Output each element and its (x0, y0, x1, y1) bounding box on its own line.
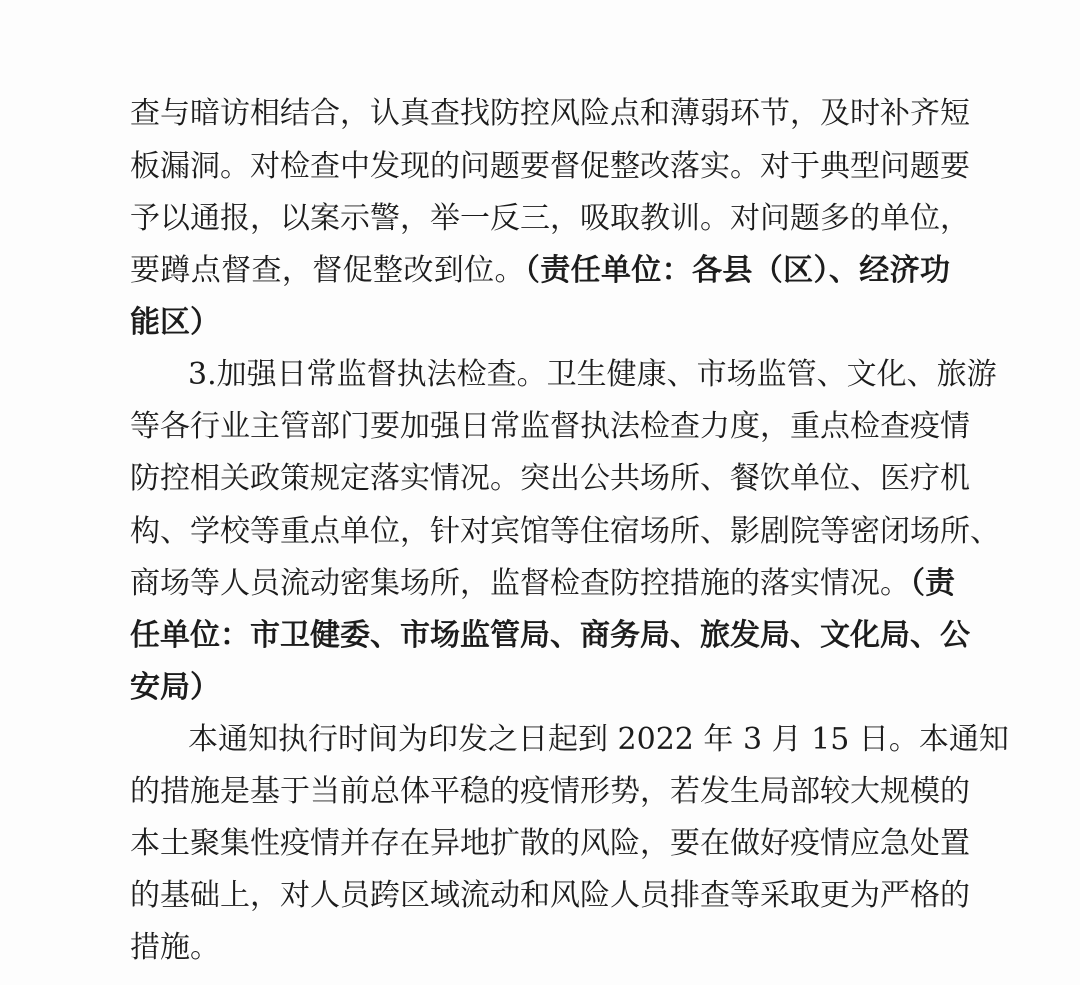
text-plain: 措施。 (130, 930, 220, 965)
text-plain: 商场等人员流动密集场所，监督检查防控措施的落实情况。 (130, 566, 910, 601)
text-plain: 防控相关政策规定落实情况。突出公共场所、餐饮单位、医疗机 (130, 461, 970, 496)
text-plain: 板漏洞。对检查中发现的问题要督促整改落实。对于典型问题要 (130, 149, 970, 184)
text-line (130, 928, 950, 968)
text-plain: 3.加强日常监督执法检查。卫生健康、市场监管、文化、旅游 (188, 357, 997, 392)
text-line (130, 303, 950, 343)
responsibility-text: 安局） (130, 670, 220, 705)
text-plain: 查与暗访相结合，认真查找防控风险点和薄弱环节，及时补齐短 (130, 96, 970, 131)
responsibility-text: 能区） (130, 305, 220, 340)
text-plain: 的基础上，对人员跨区域流动和风险人员排查等采取更为严格的 (130, 878, 970, 913)
text-line (130, 407, 970, 447)
text-line (188, 355, 997, 395)
text-line (130, 94, 970, 134)
text-line (130, 668, 950, 708)
text-line (130, 251, 950, 291)
text-line (188, 720, 1009, 760)
text-line (130, 772, 970, 812)
responsibility-text: （责 (910, 566, 955, 601)
text-line (130, 824, 970, 864)
responsibility-text: （责任单位：各县（区）、经济功 (524, 253, 951, 288)
text-line (130, 616, 970, 656)
text-plain: 要蹲点督查，督促整改到位。 (130, 253, 525, 288)
responsibility-text: 任单位：市卫健委、市场监管局、商务局、旅发局、文化局、公 (130, 618, 970, 653)
text-line (130, 876, 970, 916)
text-line (130, 564, 955, 604)
text-plain: 等各行业主管部门要加强日常监督执法检查力度，重点检查疫情 (130, 409, 970, 444)
text-line (130, 199, 970, 239)
text-plain: 本土聚集性疫情并存在异地扩散的风险，要在做好疫情应急处置 (130, 826, 970, 861)
text-plain: 本通知执行时间为印发之日起到 2022 年 3 月 15 日。本通知 (188, 722, 1009, 757)
text-line (130, 147, 970, 187)
text-line (130, 459, 970, 499)
text-plain: 的措施是基于当前总体平稳的疫情形势，若发生局部较大规模的 (130, 774, 970, 809)
text-line (130, 512, 1000, 552)
text-plain: 予以通报，以案示警，举一反三，吸取教训。对问题多的单位， (130, 201, 970, 236)
text-plain: 构、学校等重点单位，针对宾馆等住宿场所、影剧院等密闭场所、 (130, 514, 1000, 549)
